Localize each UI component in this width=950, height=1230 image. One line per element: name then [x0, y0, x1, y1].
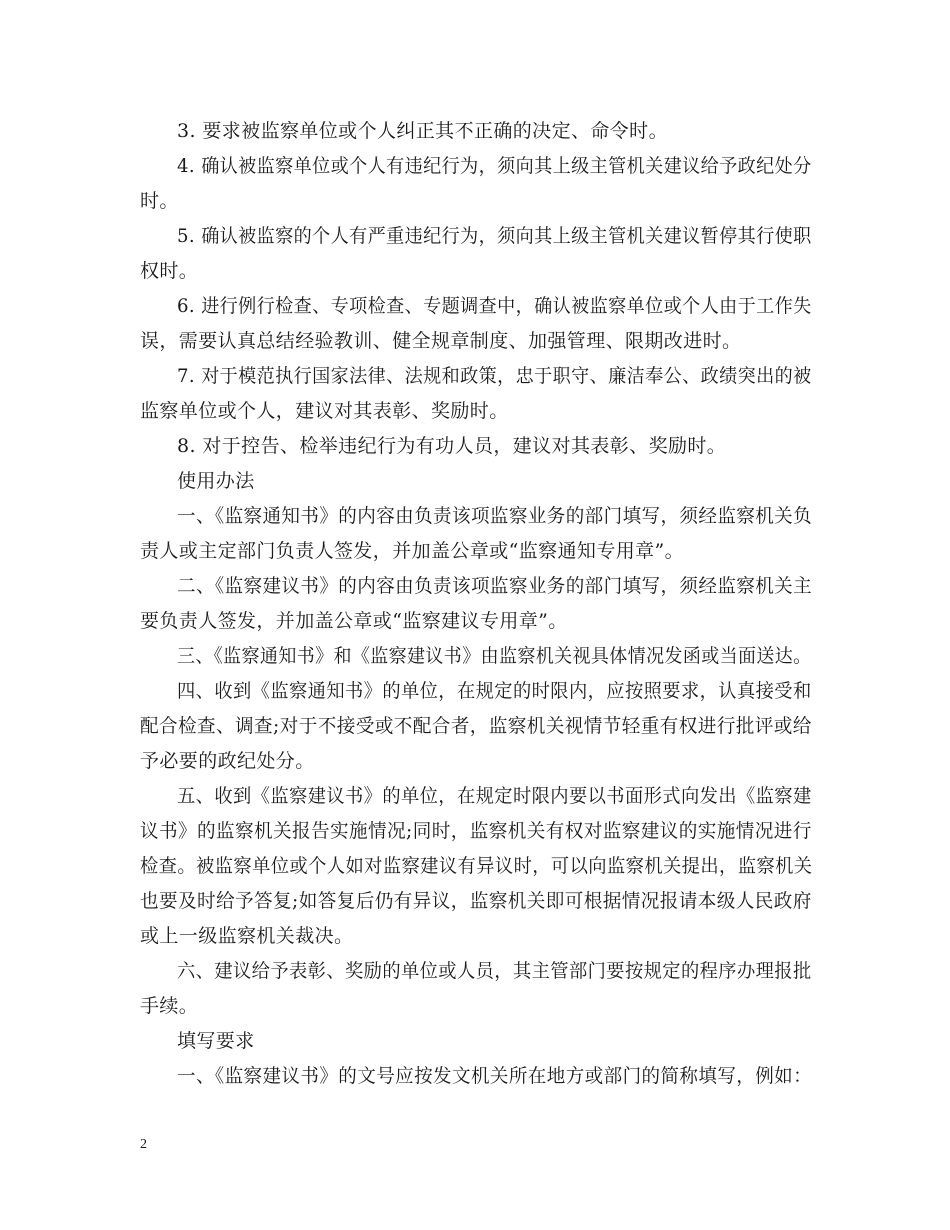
text-line: 三、《监察通知书》和《监察建议书》由监察机关视具体情况发函或当面送达。 [177, 645, 812, 667]
text-line: 二、《监察建议书》的内容由负责该项监察业务的部门填写，须经监察机关主 [177, 575, 813, 597]
text-line: 六、建议给予表彰、奖励的单位或人员，其主管部门要按规定的程序办理报批 [177, 960, 812, 982]
text-line: 监察单位或个人，建议对其表彰、奖励时。 [140, 400, 509, 422]
text-line: 8. 对于控告、检举违纪行为有功人员，建议对其表彰、奖励时。 [177, 435, 727, 457]
text-line: 4. 确认被监察单位或个人有违纪行为，须向其上级主管机关建议给予政纪处分 [177, 155, 812, 177]
text-line: 权时。 [140, 260, 199, 282]
text-line: 也要及时给予答复;如答复后仍有异议，监察机关即可根据情况报请本级人民政府 [140, 890, 812, 912]
text-line: 误，需要认真总结经验教训、健全规章制度、加强管理、限期改进时。 [140, 330, 742, 352]
text-line: 配合检查、调查;对于不接受或不配合者，监察机关视情节轻重有权进行批评或给 [140, 715, 812, 737]
text-line: 责人或主定部门负责人签发，并加盖公章或“监察通知专用章”。 [140, 540, 685, 562]
text-line: 5. 确认被监察的个人有严重违纪行为，须向其上级主管机关建议暂停其行使职 [177, 225, 812, 247]
section-heading: 填写要求 [177, 1030, 255, 1052]
text-line: 要负责人签发，并加盖公章或“监察建议专用章”。 [140, 610, 568, 632]
text-line: 检查。被监察单位或个人如对监察建议有异议时，可以向监察机关提出，监察机关 [140, 855, 813, 877]
text-line: 7. 对于模范执行国家法律、法规和政策，忠于职守、廉洁奉公、政绩突出的被 [177, 365, 812, 387]
text-line: 3. 要求被监察单位或个人纠正其不正确的决定、命令时。 [177, 120, 668, 142]
text-line: 或上一级监察机关裁决。 [140, 925, 354, 947]
text-line: 一、《监察建议书》的文号应按发文机关所在地方或部门的简称填写，例如： [177, 1065, 813, 1087]
text-line: 议书》的监察机关报告实施情况;同时，监察机关有权对监察建议的实施情况进行 [140, 820, 812, 842]
text-line: 手续。 [140, 995, 199, 1017]
text-line: 四、收到《监察通知书》的单位，在规定的时限内，应按照要求，认真接受和 [177, 680, 812, 702]
text-line: 6. 进行例行检查、专项检查、专题调查中，确认被监察单位或个人由于工作失 [177, 295, 812, 317]
text-line: 时。 [140, 190, 179, 212]
text-line: 五、收到《监察建议书》的单位，在规定时限内要以书面形式向发出《监察建 [177, 785, 812, 807]
text-line: 予必要的政纪处分。 [140, 750, 315, 772]
section-heading: 使用办法 [177, 470, 255, 492]
page-number: 2 [140, 1137, 147, 1152]
text-line: 一、《监察通知书》的内容由负责该项监察业务的部门填写，须经监察机关负 [177, 505, 813, 527]
